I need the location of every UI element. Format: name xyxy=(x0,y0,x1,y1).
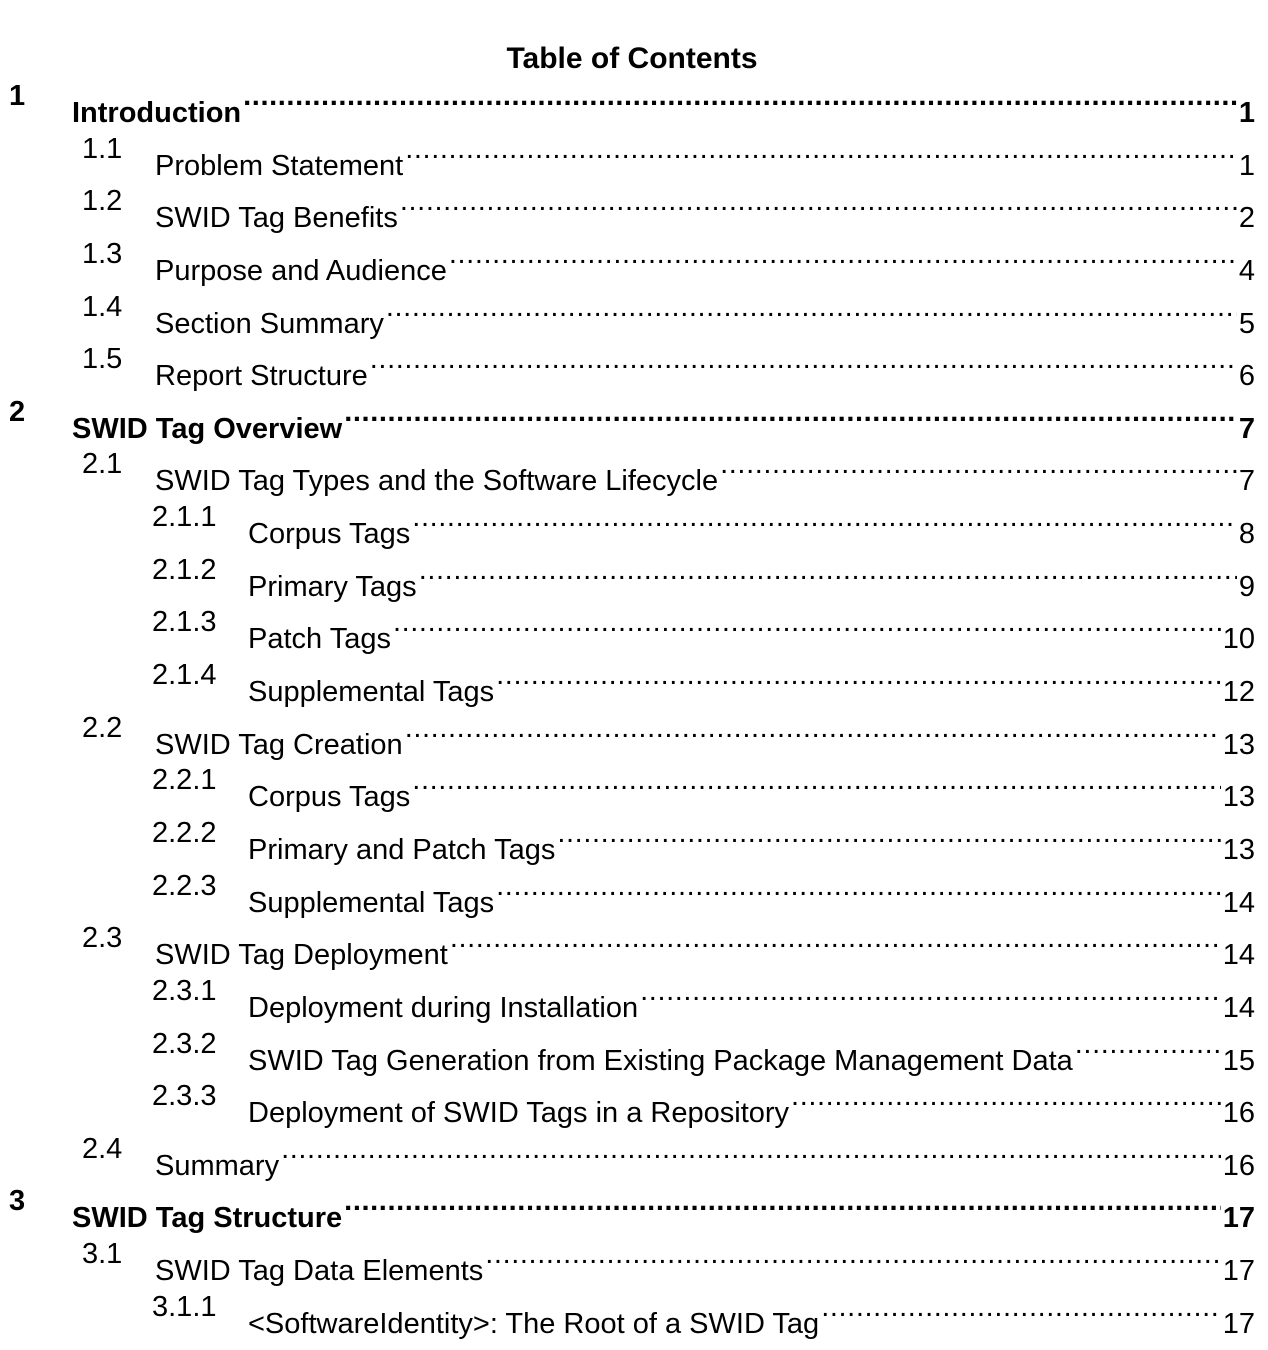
toc-entry[interactable] xyxy=(0,1123,1268,1182)
toc-entry[interactable] xyxy=(0,596,1268,656)
dot-leader xyxy=(496,649,1221,701)
toc-entry[interactable] xyxy=(0,1018,1268,1077)
toc-entry-title-link[interactable]: Corpus Tags xyxy=(248,518,411,551)
toc-entry[interactable] xyxy=(0,491,1268,551)
dot-leader xyxy=(821,1281,1221,1333)
toc-entry-line[interactable] xyxy=(248,491,1255,551)
toc-entry[interactable] xyxy=(0,754,1268,814)
toc-entry-title-link[interactable]: Patch Tags xyxy=(248,623,391,656)
dot-leader xyxy=(281,1123,1221,1175)
toc-entry-title-link[interactable]: Summary xyxy=(155,1149,280,1182)
toc-entry-page-number[interactable]: 9 xyxy=(1238,570,1255,603)
dot-leader xyxy=(791,1070,1221,1122)
toc-entry-page-number[interactable]: 7 xyxy=(1238,465,1255,498)
toc-entry-line[interactable] xyxy=(248,1018,1255,1077)
toc-entry-line[interactable] xyxy=(155,438,1255,498)
toc-entry-title-link[interactable]: SWID Tag Types and the Software Lifecycle xyxy=(155,465,719,498)
dot-leader xyxy=(1075,1018,1221,1070)
toc-entry[interactable] xyxy=(0,70,1268,129)
toc-entry[interactable] xyxy=(0,1175,1268,1235)
toc-entry-title-link[interactable]: SWID Tag Structure xyxy=(72,1202,343,1235)
toc-entry-page-number[interactable]: 13 xyxy=(1222,728,1255,761)
toc-entry-page-number[interactable]: 14 xyxy=(1222,939,1255,972)
toc-entry-title-link[interactable]: Deployment during Installation xyxy=(248,991,639,1024)
toc-entry-page-number[interactable]: 16 xyxy=(1222,1097,1255,1130)
dot-leader xyxy=(405,702,1221,754)
dot-leader xyxy=(449,228,1237,280)
toc-entry[interactable] xyxy=(0,860,1268,919)
toc-entry-number: 2.3.3 xyxy=(152,1080,217,1113)
toc-entry-page-number[interactable]: 16 xyxy=(1222,1149,1255,1182)
toc-entry-line[interactable] xyxy=(248,596,1255,656)
toc-entry-number: 2.3.2 xyxy=(152,1027,217,1060)
toc-entry-page-number[interactable]: 15 xyxy=(1222,1044,1255,1077)
toc-entry-line[interactable] xyxy=(155,333,1255,393)
toc-entry-line[interactable] xyxy=(155,175,1255,235)
toc-entry[interactable] xyxy=(0,912,1268,972)
toc-entry-page-number[interactable]: 13 xyxy=(1222,781,1255,814)
toc-entry[interactable] xyxy=(0,281,1268,340)
dot-leader xyxy=(640,965,1221,1017)
toc-entry-number: 2.1.1 xyxy=(152,501,217,534)
toc-entry[interactable] xyxy=(0,123,1268,182)
toc-entry[interactable] xyxy=(0,1281,1268,1340)
dot-leader xyxy=(450,912,1221,964)
toc-entry-number: 3.1 xyxy=(82,1238,123,1271)
toc-entry-line[interactable] xyxy=(248,965,1255,1024)
toc-entry[interactable] xyxy=(0,175,1268,235)
toc-entry[interactable] xyxy=(0,333,1268,393)
toc-entry-line[interactable] xyxy=(72,70,1255,129)
toc-entry-line[interactable] xyxy=(248,1281,1255,1340)
dot-leader xyxy=(344,386,1237,438)
toc-entry-title-link[interactable]: SWID Tag Generation from Existing Package Management Data xyxy=(248,1044,1073,1077)
toc-entry-number: 2.2.3 xyxy=(152,869,217,902)
toc-entry-line[interactable] xyxy=(248,649,1255,709)
toc-entry-number: 2.3 xyxy=(82,922,123,955)
toc-entry[interactable] xyxy=(0,807,1268,866)
dot-leader xyxy=(386,281,1237,333)
toc-entry-page-number[interactable]: 13 xyxy=(1222,833,1255,866)
toc-entry-line[interactable] xyxy=(155,702,1255,761)
toc-entry-page-number[interactable]: 12 xyxy=(1222,676,1255,709)
toc-entry-page-number[interactable]: 14 xyxy=(1222,886,1255,919)
toc-entry-number: 1.5 xyxy=(82,343,123,376)
toc-entry-number: 2.2.2 xyxy=(152,816,217,849)
dot-leader xyxy=(412,491,1237,543)
toc-entry-line[interactable] xyxy=(248,544,1255,603)
toc-entry-number: 2.4 xyxy=(82,1132,123,1165)
toc-entry-line[interactable] xyxy=(72,1175,1255,1235)
dot-leader xyxy=(496,860,1221,912)
toc-entry-number: 2.1.4 xyxy=(152,659,217,692)
dot-leader xyxy=(393,596,1221,648)
toc-entry-line[interactable] xyxy=(155,1123,1255,1182)
toc-entry-title-link[interactable]: Primary and Patch Tags xyxy=(248,833,556,866)
toc-entry-page-number[interactable]: 1 xyxy=(1238,97,1255,129)
toc-entry-number: 2.1.3 xyxy=(152,606,217,639)
toc-entry-page-number[interactable]: 14 xyxy=(1222,991,1255,1024)
toc-entry-title-link[interactable]: Corpus Tags xyxy=(248,781,411,814)
toc-entry[interactable] xyxy=(0,702,1268,761)
toc-entry-number: 2.2 xyxy=(82,711,123,744)
toc-entry[interactable] xyxy=(0,1228,1268,1288)
toc-entry[interactable] xyxy=(0,438,1268,498)
toc-entry[interactable] xyxy=(0,544,1268,603)
toc-entry-page-number[interactable]: 7 xyxy=(1238,412,1255,445)
toc-entry-title-link[interactable]: Report Structure xyxy=(155,360,368,393)
toc-entry-page-number[interactable]: 17 xyxy=(1222,1307,1255,1340)
toc-entry-title-link[interactable]: Supplemental Tags xyxy=(248,886,495,919)
toc-entry[interactable] xyxy=(0,1070,1268,1130)
toc-list xyxy=(0,70,1268,1340)
toc-entry-line[interactable] xyxy=(155,123,1255,182)
toc-entry-number: 2.1.2 xyxy=(152,553,217,586)
toc-entry-number: 1.4 xyxy=(82,290,123,323)
toc-entry-number: 2.2.1 xyxy=(152,764,217,797)
toc-entry[interactable] xyxy=(0,386,1268,445)
toc-entry-title-link[interactable]: SWID Tag Deployment xyxy=(155,939,448,972)
dot-leader xyxy=(344,1175,1221,1227)
dot-leader xyxy=(370,333,1237,385)
toc-title: Table of Contents xyxy=(506,42,758,76)
toc-entry-title-link[interactable]: Introduction xyxy=(72,97,242,129)
toc-entry-line[interactable] xyxy=(155,228,1255,287)
toc-entry-title-link[interactable]: Section Summary xyxy=(155,307,384,340)
toc-entry-number: 1.2 xyxy=(82,185,123,218)
toc-entry-number: 1 xyxy=(9,80,26,112)
toc-entry-number: 2.1 xyxy=(82,448,123,481)
toc-entry-page-number[interactable]: 17 xyxy=(1222,1202,1255,1235)
toc-entry-number: 2.3.1 xyxy=(152,974,217,1007)
toc-entry-title-link[interactable]: SWID Tag Benefits xyxy=(155,202,398,235)
dot-leader xyxy=(412,754,1220,806)
toc-entry[interactable] xyxy=(0,649,1268,709)
toc-entry-page-number[interactable]: 1 xyxy=(1238,149,1255,182)
toc-entry-number: 1.1 xyxy=(82,132,123,165)
toc-entry[interactable] xyxy=(0,965,1268,1024)
toc-entry-page-number[interactable]: 6 xyxy=(1238,360,1255,393)
dot-leader xyxy=(485,1228,1220,1280)
toc-entry-title-link[interactable]: Primary Tags xyxy=(248,570,417,603)
toc-entry-line[interactable] xyxy=(155,912,1255,972)
toc-entry-number: 2 xyxy=(9,395,26,428)
toc-entry-title-link[interactable]: SWID Tag Overview xyxy=(72,412,343,445)
toc-entry-number: 3 xyxy=(9,1185,26,1218)
toc-entry-page-number[interactable]: 2 xyxy=(1238,202,1255,235)
dot-leader xyxy=(720,438,1237,490)
toc-entry-title-link[interactable]: Supplemental Tags xyxy=(248,676,495,709)
toc-entry-line[interactable] xyxy=(155,281,1255,340)
toc-entry-page-number[interactable]: 10 xyxy=(1222,623,1255,656)
toc-entry-page-number[interactable]: 8 xyxy=(1238,518,1255,551)
toc-entry-line[interactable] xyxy=(248,807,1255,866)
toc-entry-number: 1.3 xyxy=(82,237,123,270)
toc-entry-title-link[interactable]: Problem Statement xyxy=(155,149,404,182)
toc-entry[interactable] xyxy=(0,228,1268,287)
toc-entry-line[interactable] xyxy=(248,1070,1255,1130)
toc-entry-line[interactable] xyxy=(248,860,1255,919)
toc-entry-page-number[interactable]: 4 xyxy=(1238,254,1255,287)
dot-leader xyxy=(400,175,1237,227)
dot-leader xyxy=(419,544,1237,596)
toc-entry-line[interactable] xyxy=(248,754,1255,814)
toc-entry-page-number[interactable]: 17 xyxy=(1222,1255,1255,1288)
toc-entry-line[interactable] xyxy=(72,386,1255,445)
toc-entry-page-number[interactable]: 5 xyxy=(1238,307,1255,340)
dot-leader xyxy=(243,70,1237,122)
dot-leader xyxy=(557,807,1220,859)
toc-entry-title-link[interactable]: Deployment of SWID Tags in a Repository xyxy=(248,1097,790,1130)
toc-entry-line[interactable] xyxy=(155,1228,1255,1288)
toc-entry-title-link[interactable]: Purpose and Audience xyxy=(155,254,447,287)
dot-leader xyxy=(405,123,1237,175)
toc-entry-title-link[interactable]: SWID Tag Data Elements xyxy=(155,1255,484,1288)
toc-entry-title-link[interactable]: SWID Tag Creation xyxy=(155,728,403,761)
toc-entry-number: 3.1.1 xyxy=(152,1290,217,1323)
toc-entry-title-link[interactable]: <SoftwareIdentity>: The Root of a SWID Tag xyxy=(248,1307,820,1340)
